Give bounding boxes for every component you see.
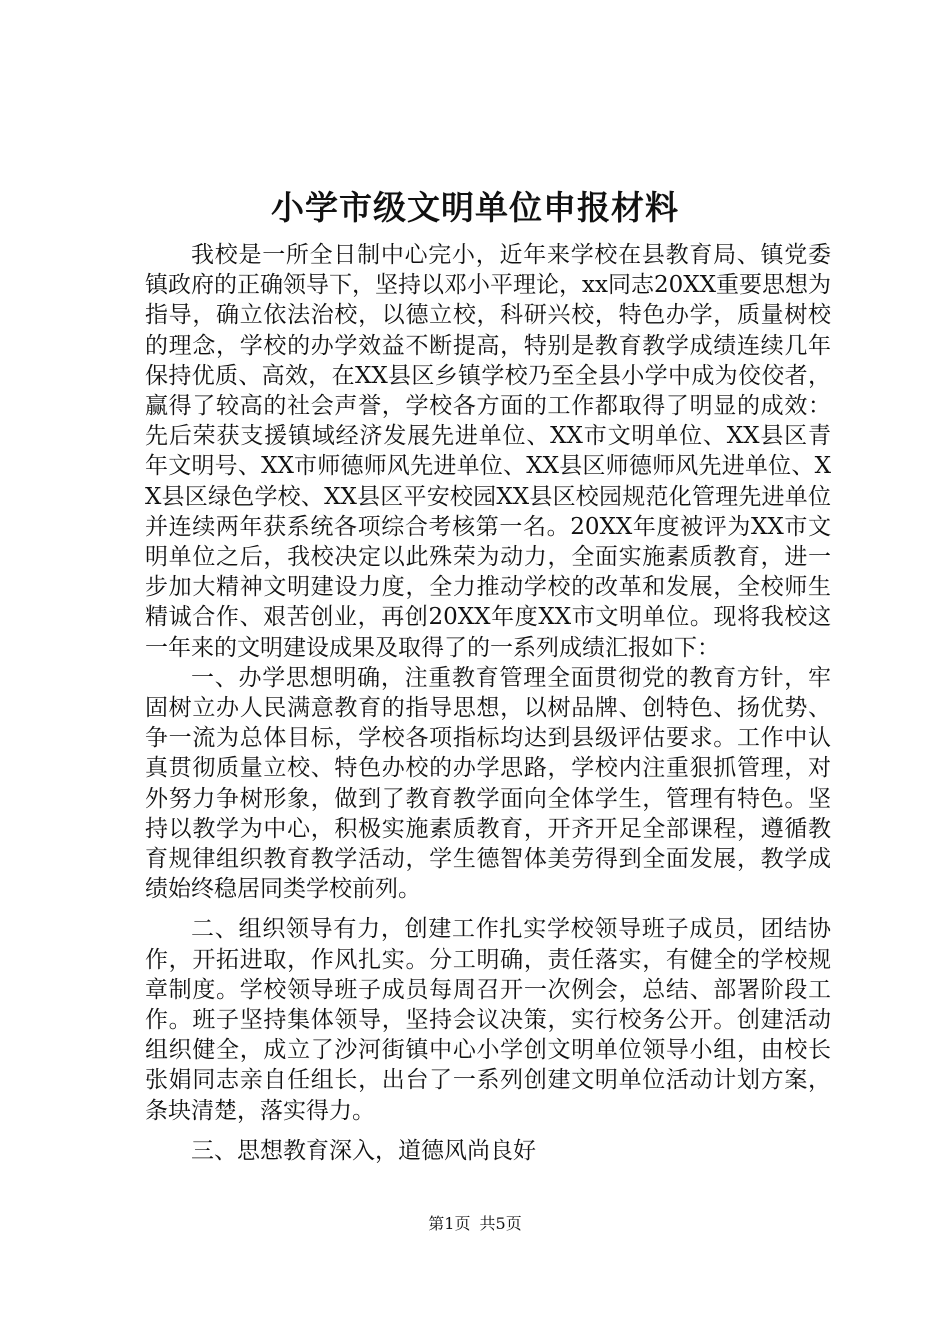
paragraph-section-3-heading: 三、思想教育深入，道德风尚良好 (191, 1137, 536, 1164)
paragraph-intro: 我校是一所全日制中心完小，近年来学校在县教育局、镇党委镇政府的正确领导下，坚持以邓小平理论，xx同志20XX重要思想为指导，确立依法治校，以德立校，科研兴校，特色办学，质量树校的理念，学校的办学效益不断提高，特别是教育教学成绩连续几年保持优质、高效，在XX县区乡镇学校乃至全县小学中成为佼佼者，赢得了较高的社会声誉，学校各方面的工作都取得了明显的成效：先后荣获支援镇域经济发展先进单位、XX市文明单位、XX县区青年文明号、XX市师德师风先进单位、XX县区师德师风先进单位、XX县区绿色学校、XX县区平安校园XX县区校园规范化管理先进单位并连续两年获系统各项综合考核第一名。20XX年度被评为XX市文明单位之后，我校决定以此殊荣为动力，全面实施素质教育，进一步加大精神文明建设力度，全力推动学校的改革和发展，全校师生精诚合作、艰苦创业，再创20XX年度XX市文明单位。现将我校这一年来的文明建设成果及取得了的一系列成绩汇报如下： (145, 242, 831, 661)
paragraph-section-2: 二、组织领导有力，创建工作扎实学校领导班子成员，团结协作，开拓进取，作风扎实。分工明确，责任落实，有健全的学校规章制度。学校领导班子成员每周召开一次例会，总结、部署阶段工作。班子坚持集体领导，坚持会议决策，实行校务公开。创建活动组织健全，成立了沙河街镇中心小学创文明单位领导小组，由校长张娟同志亲自任组长，出台了一系列创建文明单位活动计划方案，条块清楚，落实得力。 (145, 916, 831, 1124)
paragraph-section-1: 一、办学思想明确，注重教育管理全面贯彻党的教育方针，牢固树立办人民满意教育的指导思想，以树品牌、创特色、扬优势、争一流为总体目标，学校各项指标均达到县级评估要求。工作中认真贯彻质量立校、特色办校的办学思路，学校内注重狠抓管理，对外努力争树形象，做到了教育教学面向全体学生，管理有特色。坚持以教学为中心，积极实施素质教育，开齐开足全部课程，遵循教育规律组织教育教学活动，学生德智体美劳得到全面发展，教学成绩始终稳居同类学校前列。 (145, 664, 831, 903)
page-number: 第1页 (428, 1214, 471, 1233)
document-body (145, 240, 831, 1166)
total-pages: 共5页 (479, 1214, 522, 1233)
document-title: 小学市级文明单位申报材料 (271, 188, 679, 227)
page-footer (0, 1213, 950, 1235)
